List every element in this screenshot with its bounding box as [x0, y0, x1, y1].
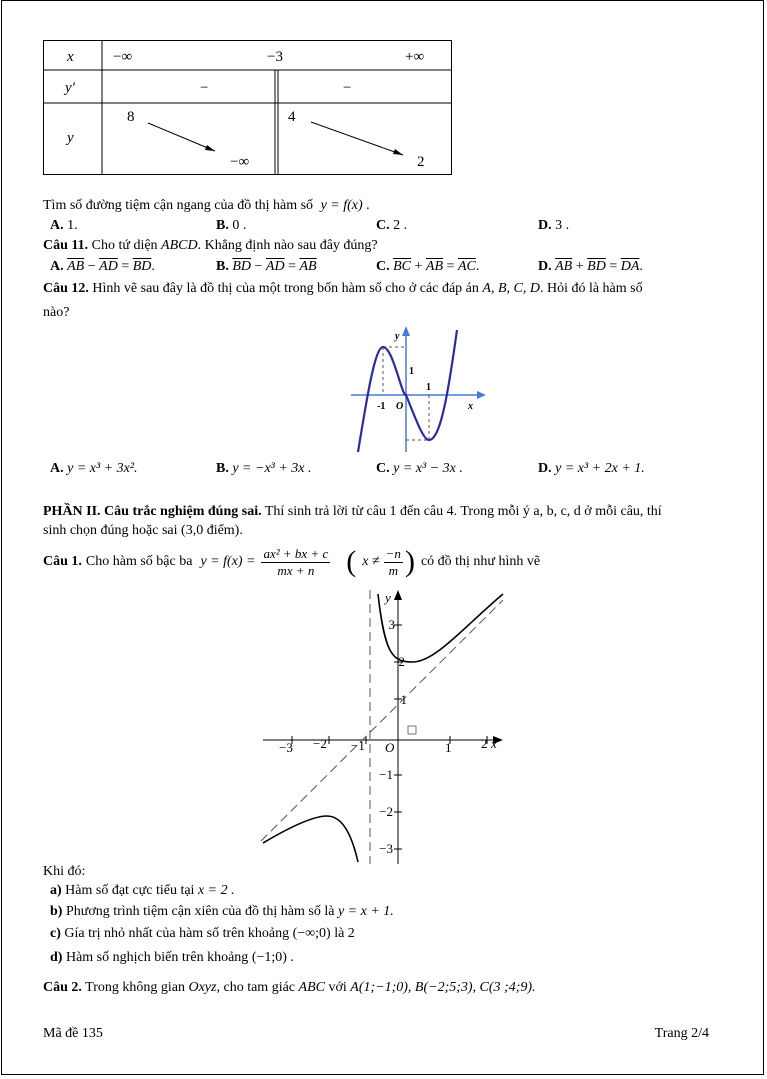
p2q2-label: Câu 2.: [43, 980, 82, 995]
vector: $\overline{DA}$: [620, 259, 640, 274]
q11-text-b: . Khẳng định nào sau đây đúng?: [197, 238, 378, 253]
p2q1-numerator: ax² + bx + c: [263, 545, 329, 561]
q12-option-d-key: D.: [538, 461, 552, 476]
operator: −: [251, 259, 266, 274]
table-y-l-top: 8: [127, 109, 135, 125]
vector: $\overline{AD}$: [99, 259, 118, 274]
p2q1-rational-graph: [255, 586, 510, 866]
q11-option-c[interactable]: [376, 259, 479, 275]
p2q1-y-tick: −1: [379, 767, 393, 782]
p2q1-denominator: mx + n: [277, 562, 315, 578]
table-x-mid: −3: [267, 49, 283, 65]
p2q1-cond-fraction: [384, 546, 403, 579]
q12-text-a: Hình vẽ sau đây là đồ thị của một trong bốn hàm số cho ở các đáp án: [92, 281, 479, 296]
p2q1-cond-lhs: x ≠: [362, 554, 380, 569]
q10-stem-text: Tìm số đường tiệm cận ngang của đồ thị hàm số: [43, 198, 314, 213]
p2q1-y-tick: −2: [379, 804, 393, 819]
p2q1-x-tick: −2: [313, 736, 327, 751]
vector: $\overline{AD}$: [265, 259, 285, 274]
q11-option-b[interactable]: [216, 259, 317, 275]
p2q1-y-tick: −3: [379, 841, 393, 856]
p2q1-item-d-text: Hàm số nghịch biến trên khoảng: [65, 950, 249, 965]
p2q1-cond-denominator: m: [388, 562, 398, 578]
p2q2-math-points: A(1;−1;0), B(−2;5;3), C(3 ;4;9).: [350, 980, 536, 995]
q11-text-math: ABCD: [161, 238, 198, 253]
q12-option-a-value: y = x³ + 3x².: [67, 461, 138, 476]
q12-graph-neg-one: -1: [377, 401, 386, 412]
p2q1-graph-x-label: x: [491, 736, 497, 751]
p2q1-x-tick: 2: [481, 736, 488, 751]
q10-option-b[interactable]: [216, 218, 246, 234]
q10-option-d-key: D.: [538, 218, 552, 233]
operator: =: [117, 259, 133, 274]
p2q1-item-b-math: y = x + 1.: [337, 904, 394, 919]
p2q1-x-tick: 1: [445, 740, 452, 755]
vector: $\overline{BC}$: [393, 259, 412, 274]
p2q1-item-b-key: b): [50, 904, 63, 919]
vector: $\overline{AB}$: [555, 259, 573, 274]
q12-cubic-graph: [345, 322, 490, 454]
p2q1-item-a[interactable]: [50, 883, 235, 899]
p2q1-y-tick: 1: [400, 692, 407, 707]
operator: −: [84, 259, 100, 274]
q12-option-a-key: A.: [50, 461, 64, 476]
p2q1-item-c-math: (−∞;0) là 2: [292, 926, 355, 941]
q12-text-b: . Hỏi đó là hàm số: [539, 281, 643, 296]
q12-option-c-key: C.: [376, 461, 390, 476]
q10-stem-math: y = f(x): [320, 198, 363, 213]
p2q1-item-c[interactable]: [50, 926, 355, 942]
q10-option-b-value: 0 .: [232, 218, 247, 233]
q10-option-b-key: B.: [216, 218, 229, 233]
vector: $\overline{BD}$: [232, 259, 252, 274]
q10-option-c-value: 2 .: [393, 218, 408, 233]
q12-option-b-value: y = −x³ + 3x .: [232, 461, 312, 476]
p2q1-fraction: [261, 546, 330, 579]
part2-title: PHẦN II. Câu trắc nghiệm đúng sai.: [43, 504, 262, 519]
q12-stem: [43, 281, 643, 297]
p2q1-item-a-math: x = 2 .: [197, 883, 235, 898]
p2q1-cond-numerator: −n: [385, 545, 401, 561]
p2q1-text-a: Cho hàm số bậc ba: [85, 554, 193, 569]
vector: $\overline{AB}$: [67, 259, 85, 274]
p2q1-label: Câu 1.: [43, 554, 82, 569]
q12-graph-one-y: 1: [409, 366, 414, 377]
q12-option-c[interactable]: [376, 461, 463, 477]
q11-option-b-key: B.: [216, 259, 229, 274]
part2-intro: [43, 504, 662, 520]
p2q1-formula-lhs: y = f(x) =: [200, 554, 256, 569]
q12-option-b-key: B.: [216, 461, 229, 476]
p2q1-item-c-key: c): [50, 926, 61, 941]
p2q1-x-tick: −1: [351, 738, 365, 753]
q10-option-a-value: 1.: [67, 218, 78, 233]
q10-option-a[interactable]: [50, 218, 78, 234]
q12-option-d[interactable]: [538, 461, 645, 477]
q11-label: Câu 11.: [43, 238, 89, 253]
p2q1-condition: [346, 546, 415, 579]
q12-option-a[interactable]: [50, 461, 138, 477]
right-paren: ): [404, 545, 415, 578]
p2q1-item-d-math: (−1;0) .: [251, 950, 294, 965]
p2q2-stem: [43, 980, 536, 996]
table-x-label: x: [67, 49, 74, 65]
table-y-r-bottom: 2: [417, 154, 425, 170]
q12-graph-origin: O: [396, 401, 404, 412]
p2q1-item-a-key: a): [50, 883, 62, 898]
p2q2-math-oxyz: Oxyz: [188, 980, 217, 995]
p2q1-khi-do: Khi đó:: [43, 864, 86, 879]
p2q1-item-a-text: Hàm số đạt cực tiểu tại: [65, 883, 195, 898]
q10-option-d[interactable]: [538, 218, 569, 234]
part2-text-line2: sinh chọn đúng hoặc sai (3,0 điểm).: [43, 523, 243, 538]
p2q1-text-b: có đồ thị như hình vẽ: [420, 554, 541, 569]
option-end: .: [475, 259, 480, 274]
p2q2-text-b: , cho tam giác: [216, 980, 296, 995]
q12-graph-y-label: y: [395, 331, 400, 342]
vector: $\overline{AB}$: [299, 259, 317, 274]
operator: +: [572, 259, 588, 274]
operator: =: [443, 259, 458, 274]
q11-option-d-key: D.: [538, 259, 552, 274]
q11-option-c-key: C.: [376, 259, 390, 274]
operator: =: [605, 259, 621, 274]
q11-option-a-key: A.: [50, 259, 64, 274]
variation-table: [43, 40, 453, 176]
vector: $\overline{BD}$: [587, 259, 606, 274]
p2q2-math-abc: ABC: [298, 980, 325, 995]
table-yp-label: y′: [65, 80, 75, 96]
footer-page-number: Trang 2/4: [654, 1026, 709, 1041]
q12-label: Câu 12.: [43, 281, 89, 296]
table-yp-left: −: [200, 80, 209, 96]
q10-option-c-key: C.: [376, 218, 390, 233]
vector: $\overline{AB}$: [425, 259, 444, 274]
operator: +: [411, 259, 426, 274]
p2q2-text-a: Trong không gian: [85, 980, 185, 995]
left-paren: (: [346, 545, 357, 578]
p2q2-text-c: với: [328, 980, 347, 995]
q12-graph-x-label: x: [468, 401, 473, 412]
table-x-left: −∞: [113, 49, 133, 65]
table-yp-right: −: [343, 80, 352, 96]
p2q1-y-tick: 2: [398, 654, 405, 669]
p2q1-item-c-text: Gía trị nhỏ nhất của hàm số trên khoảng: [64, 926, 290, 941]
p2q1-graph-origin: O: [385, 740, 395, 755]
p2q1-stem: [43, 540, 540, 584]
p2q1-item-b-text: Phương trình tiệm cận xiên của đồ thị hàm số là: [65, 904, 335, 919]
q10-stem: Tìm số đường tiệm cận ngang của đồ thị hàm số y = f(x) .: [43, 198, 370, 213]
q10-option-c[interactable]: [376, 218, 407, 234]
p2q1-graph-y-label: y: [385, 590, 391, 605]
option-end: .: [151, 259, 155, 274]
q12-text-math: A, B, C, D: [482, 281, 540, 296]
table-y-r-top: 4: [288, 109, 296, 125]
vector: $\overline{AC}$: [457, 259, 476, 274]
q12-stem-line2: nào?: [43, 305, 70, 320]
p2q1-item-d[interactable]: [50, 950, 294, 966]
q10-option-d-value: 3 .: [555, 218, 570, 233]
option-end: .: [639, 259, 643, 274]
vector: $\overline{BD}$: [132, 259, 152, 274]
part2-text-line1: Thí sinh trả lời từ câu 1 đến câu 4. Trong mỗi ý a, b, c, d ở mỗi câu, thí: [264, 504, 662, 519]
table-x-right: +∞: [405, 49, 425, 65]
p2q1-item-d-key: d): [50, 950, 63, 965]
q12-option-d-value: y = x³ + 2x + 1.: [555, 461, 645, 476]
p2q1-item-b[interactable]: [50, 904, 394, 920]
q10-option-a-key: A.: [50, 218, 64, 233]
operator: =: [284, 259, 300, 274]
q11-text-a: Cho tứ diện: [91, 238, 158, 253]
table-y-l-bottom: −∞: [230, 154, 250, 170]
q12-graph-one-x: 1: [426, 382, 431, 393]
p2q1-x-tick: −3: [279, 740, 293, 755]
p2q1-y-tick: 3: [388, 617, 395, 632]
q12-option-b[interactable]: [216, 461, 312, 477]
q11-option-d[interactable]: [538, 259, 643, 275]
q11-stem: [43, 238, 378, 254]
q12-option-c-value: y = x³ − 3x .: [393, 461, 463, 476]
table-y-label: y: [67, 130, 74, 146]
footer-exam-code: Mã đề 135: [43, 1026, 103, 1041]
q11-option-a[interactable]: [50, 259, 155, 275]
